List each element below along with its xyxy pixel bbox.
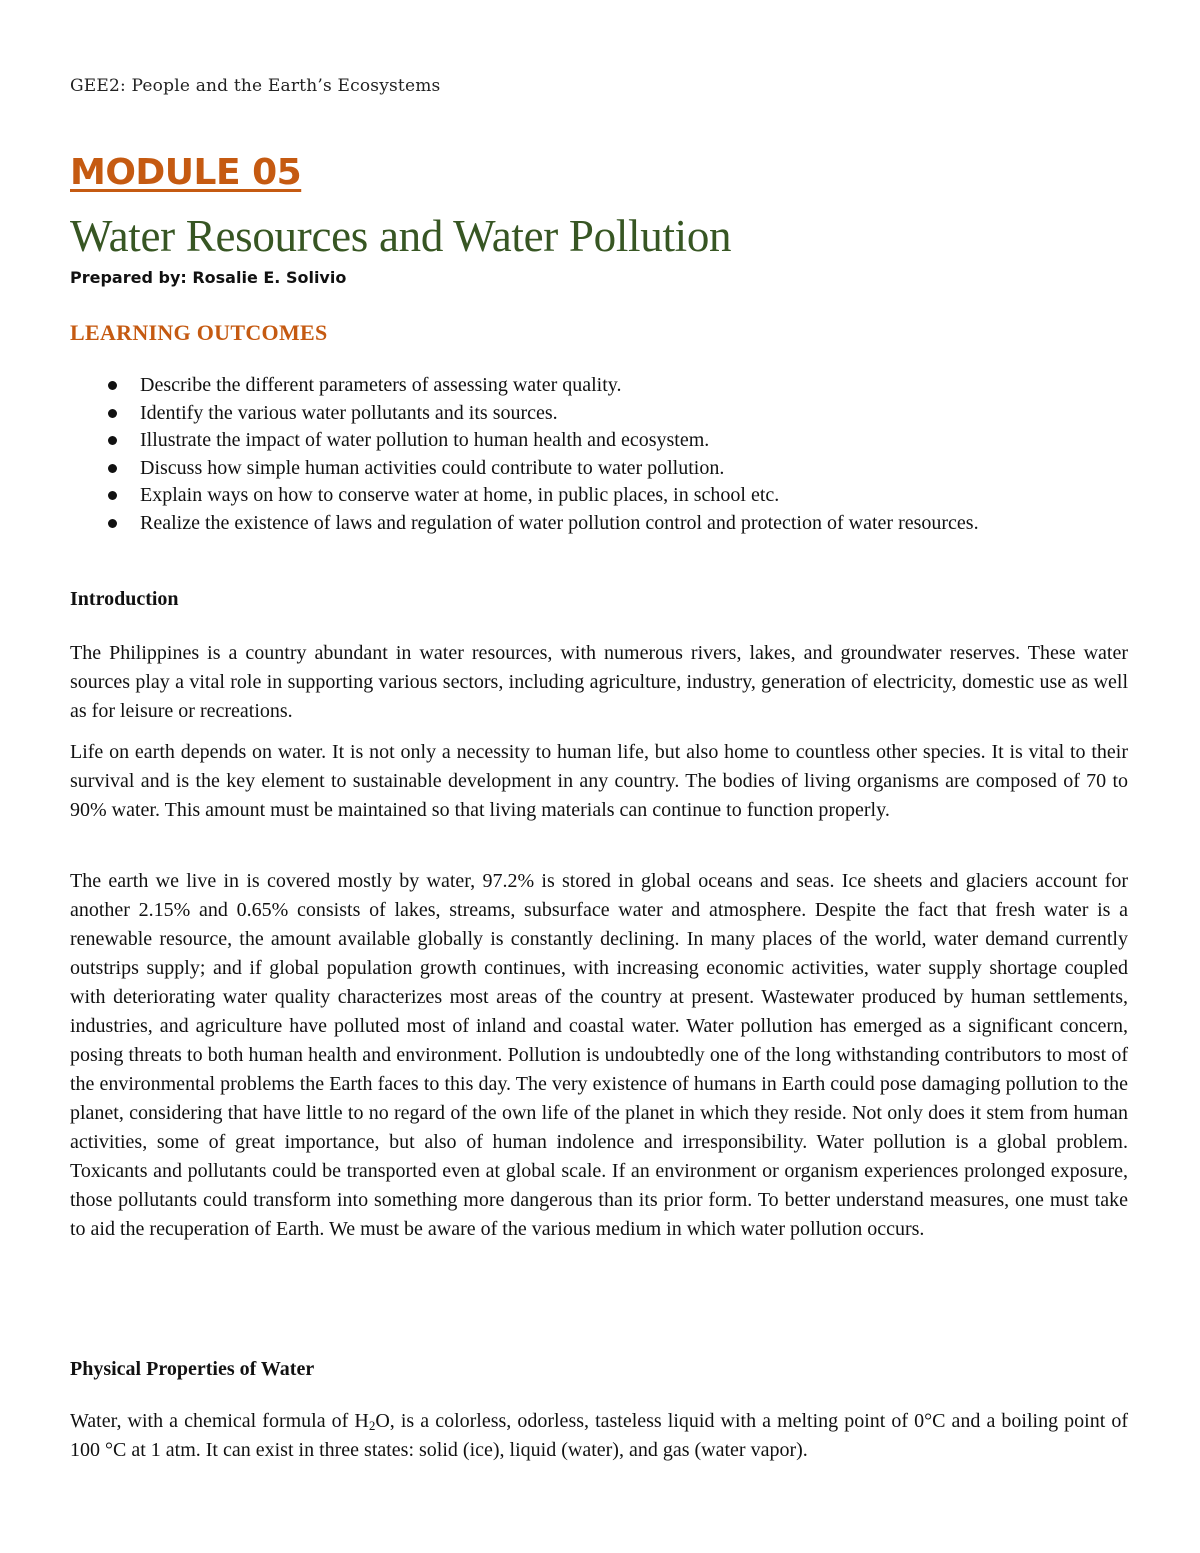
intro-paragraph-2: Life on earth depends on water. It is not only a necessity to human life, but also home to countless other species. It is vital to their survival and is the key element to sustainable development in any country. The bodies of living organisms are composed of 70 to 90% water. This amount must be maintained so that living materials can continue to function properly. <box>70 741 1128 821</box>
outcome-text: Illustrate the impact of water pollution to human health and ecosystem. <box>140 429 710 451</box>
prepared-by: Prepared by: Rosalie E. Solivio <box>70 268 347 287</box>
bullet-icon <box>108 436 117 445</box>
bullet-icon <box>108 491 117 500</box>
outcome-text: Identify the various water pollutants and its sources. <box>140 401 558 424</box>
learning-outcomes-list <box>70 372 1070 537</box>
outcome-text: Discuss how simple human activities could contribute to water pollution. <box>140 456 725 479</box>
physical-properties-paragraph <box>70 1407 1128 1465</box>
bullet-icon <box>108 409 117 418</box>
list-item <box>70 372 1070 400</box>
intro-paragraph-3: The earth we live in is covered mostly by water, 97.2% is stored in global oceans and seas. Ice sheets and glaciers account for another 2.15% and 0.65% consists of lakes, streams, subsurface water and atmosphere. Despite the fact that fresh water is a renewable resource, the amount available globally is constantly declining. In many places of the world, water demand currently outstrips supply; and if global population growth continues, with increasing economic activities, water supply shortage coupled with deteriorating water quality characterizes most areas of the country at present. Wastewater produced by human settlements, industries, and agriculture have polluted most of inland and coastal water. Water pollution has emerged as a significant concern, posing threats to both human health and environment. Pollution is undoubtedly one of the long withstanding contributors to most of the environmental problems the Earth faces to this day. The very existence of humans in Earth could pose damaging pollution to the planet, considering that have little to no regard of the own life of the planet in which they reside. Not only does it stem from human activities, some of great importance, but also of human indolence and irresponsibility. Water pollution is a global problem. Toxicants and pollutants could be transported even at global scale. If an environment or organism experiences prolonged exposure, those pollutants could transform into something more dangerous than its prior form. To better understand measures, one must take to aid the recuperation of Earth. We must be aware of the various medium in which water pollution occurs. <box>70 870 1128 1240</box>
list-item <box>70 455 1070 483</box>
formula-text-after: O, is a colorless, odorless, tasteless liquid with a melting point of 0°C and a boiling point of 100 °C at 1 atm. It can exist in three states: solid (ice), liquid (water), and gas (water vapor). <box>70 1410 1128 1461</box>
outcome-text: Describe the different parameters of assessing water quality. <box>140 374 622 396</box>
list-item <box>70 400 1070 428</box>
bullet-icon <box>108 519 117 528</box>
intro-paragraph-1: The Philippines is a country abundant in water resources, with numerous rivers, lakes, and groundwater reserves. These water sources play a vital role in supporting various sectors, including agriculture, industry, generation of electricity, domestic use as well as for leisure or recreations. <box>70 642 1128 722</box>
list-item <box>70 510 1070 538</box>
outcome-text: Explain ways on how to conserve water at home, in public places, in school etc. <box>140 484 780 506</box>
introduction-heading: Introduction <box>70 588 179 610</box>
bullet-icon <box>108 381 117 390</box>
course-header: GEE2: People and the Earth’s Ecosystems <box>70 76 441 96</box>
outcome-text: Realize the existence of laws and regulation of water pollution control and protection of water resources. <box>140 511 979 534</box>
list-item <box>70 427 1070 455</box>
module-title: MODULE 05 <box>70 152 302 193</box>
list-item <box>70 482 1070 510</box>
bullet-icon <box>108 464 117 473</box>
module-subtitle: Water Resources and Water Pollution <box>70 211 732 261</box>
physical-properties-heading: Physical Properties of Water <box>70 1358 315 1380</box>
learning-outcomes-heading: LEARNING OUTCOMES <box>70 320 328 345</box>
formula-text-before: Water, with a chemical formula of H <box>70 1410 369 1432</box>
formula-subscript: 2 <box>368 1418 376 1433</box>
